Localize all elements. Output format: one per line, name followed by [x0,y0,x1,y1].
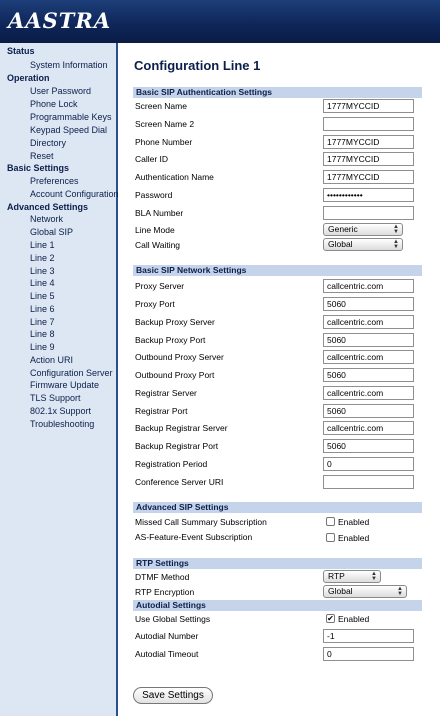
call-waiting-value: Global [328,239,353,249]
proxy-port-input[interactable]: 5060 [323,297,414,311]
label-outbound-proxy-server: Outbound Proxy Server [135,352,224,362]
section-header-advanced-sip: Advanced SIP Settings [133,502,422,513]
nav-item-user-password[interactable]: User Password [30,86,92,96]
nav-item-phone-lock[interactable]: Phone Lock [30,99,78,109]
screen-name-2-input[interactable] [323,117,414,131]
label-caller-id: Caller ID [135,154,169,164]
outbound-proxy-port-input[interactable]: 5060 [323,368,414,382]
nav-item-line-4[interactable]: Line 4 [30,278,55,288]
label-registrar-server: Registrar Server [135,388,197,398]
label-missed-call-summary: Missed Call Summary Subscription [135,517,267,527]
nav-item-programmable-keys[interactable]: Programmable Keys [30,112,112,122]
updown-arrows-icon: ▲ ▼ [393,239,399,250]
label-authentication-name: Authentication Name [135,172,214,182]
label-outbound-proxy-port: Outbound Proxy Port [135,370,215,380]
section-header-rtp: RTP Settings [133,558,422,569]
nav-item-configuration-server[interactable]: Configuration Server [30,368,113,378]
dtmf-method-select[interactable] [323,570,381,583]
label-registrar-port: Registrar Port [135,406,188,416]
label-line-mode: Line Mode [135,225,175,235]
nav-item-line-5[interactable]: Line 5 [30,291,55,301]
label-backup-registrar-port: Backup Registrar Port [135,441,219,451]
label-backup-registrar-server: Backup Registrar Server [135,423,228,433]
password-input[interactable]: •••••••••••• [323,188,414,202]
section-header-auth: Basic SIP Authentication Settings [133,87,422,98]
label-dtmf-method: DTMF Method [135,572,190,582]
rtp-encryption-value: Global [328,586,353,596]
sidebar-nav [0,43,118,716]
nav-item-action-uri[interactable]: Action URI [30,355,74,365]
brand-logo: AASTRA [8,8,112,33]
checkbox-box[interactable] [326,517,335,526]
nav-item-directory[interactable]: Directory [30,138,67,148]
label-autodial-number: Autodial Number [135,631,199,641]
nav-item-network[interactable]: Network [30,214,64,224]
proxy-server-input[interactable]: callcentric.com [323,279,414,293]
checkbox-box[interactable] [326,533,335,542]
checkbox-label: Enabled [338,517,370,527]
bla-number-input[interactable] [323,206,414,220]
nav-item-global-sip[interactable]: Global SIP [30,227,74,237]
label-conference-server-uri: Conference Server URI [135,477,224,487]
nav-item-line-1[interactable]: Line 1 [30,240,55,250]
backup-proxy-server-input[interactable]: callcentric.com [323,315,414,329]
registrar-port-input[interactable]: 5060 [323,404,414,418]
nav-item-8021x-support[interactable]: 802.1x Support [30,406,92,416]
label-backup-proxy-port: Backup Proxy Port [135,335,206,345]
registrar-server-input[interactable]: callcentric.com [323,386,414,400]
nav-item-reset[interactable]: Reset [30,151,54,161]
outbound-proxy-server-input[interactable]: callcentric.com [323,350,414,364]
updown-arrows-icon: ▲ ▼ [393,224,399,235]
label-password: Password [135,190,173,200]
backup-registrar-port-input[interactable]: 5060 [323,439,414,453]
nav-item-line-8[interactable]: Line 8 [30,329,55,339]
label-bla-number: BLA Number [135,208,184,218]
label-autodial-timeout: Autodial Timeout [135,649,199,659]
line-mode-value: Generic [328,224,358,234]
label-registration-period: Registration Period [135,459,208,469]
rtp-encryption-select[interactable] [323,585,407,598]
label-use-global-settings: Use Global Settings [135,614,211,624]
nav-item-preferences[interactable]: Preferences [30,176,79,186]
checkmark-icon[interactable]: ✔ [327,614,334,623]
nav-item-line-6[interactable]: Line 6 [30,304,55,314]
label-rtp-encryption: RTP Encryption [135,587,195,597]
nav-item-line-9[interactable]: Line 9 [30,342,55,352]
call-waiting-select[interactable] [323,238,403,251]
line-mode-select[interactable] [323,223,403,236]
page-title: Configuration Line 1 [134,58,261,73]
label-backup-proxy-server: Backup Proxy Server [135,317,215,327]
nav-item-line-2[interactable]: Line 2 [30,253,55,263]
updown-arrows-icon: ▲ ▼ [397,586,403,597]
caller-id-input[interactable]: 1777MYCCID [323,152,414,166]
backup-proxy-port-input[interactable]: 5060 [323,333,414,347]
checkbox-label: Enabled [338,614,370,624]
nav-item-firmware-update[interactable]: Firmware Update [30,380,100,390]
autodial-number-input[interactable]: -1 [323,629,414,643]
backup-registrar-server-input[interactable]: callcentric.com [323,421,414,435]
nav-item-tls-support[interactable]: TLS Support [30,393,81,403]
label-screen-name-2: Screen Name 2 [135,119,195,129]
label-screen-name: Screen Name [135,101,187,111]
autodial-timeout-input[interactable]: 0 [323,647,414,661]
checkbox-label: Enabled [338,533,370,543]
screen-name-input[interactable]: 1777MYCCID [323,99,414,113]
nav-item-line-7[interactable]: Line 7 [30,317,55,327]
label-proxy-server: Proxy Server [135,281,185,291]
save-settings-button[interactable]: Save Settings [133,687,213,704]
conference-server-uri-input[interactable] [323,475,414,489]
dtmf-method-value: RTP [328,571,345,581]
phone-number-input[interactable]: 1777MYCCID [323,135,414,149]
nav-heading-operation[interactable]: Operation [7,73,50,83]
label-proxy-port: Proxy Port [135,299,175,309]
nav-item-troubleshooting[interactable]: Troubleshooting [30,419,95,429]
nav-item-account-configuration[interactable]: Account Configuration [30,189,119,199]
main-content [120,43,440,716]
authentication-name-input[interactable]: 1777MYCCID [323,170,414,184]
nav-item-keypad-speed-dial[interactable]: Keypad Speed Dial [30,125,108,135]
nav-heading-advanced-settings[interactable]: Advanced Settings [7,202,89,212]
nav-item-line-3[interactable]: Line 3 [30,266,55,276]
section-header-autodial: Autodial Settings [133,600,422,611]
label-phone-number: Phone Number [135,137,193,147]
top-banner [0,0,440,43]
nav-heading-basic-settings[interactable]: Basic Settings [7,163,70,173]
section-header-network: Basic SIP Network Settings [133,265,422,276]
label-call-waiting: Call Waiting [135,240,181,250]
updown-arrows-icon: ▲ ▼ [371,571,377,582]
label-as-feature-event: AS-Feature-Event Subscription [135,532,253,542]
nav-heading-status[interactable]: Status [7,46,35,56]
registration-period-input[interactable]: 0 [323,457,414,471]
nav-item-system-information[interactable]: System Information [30,60,108,70]
